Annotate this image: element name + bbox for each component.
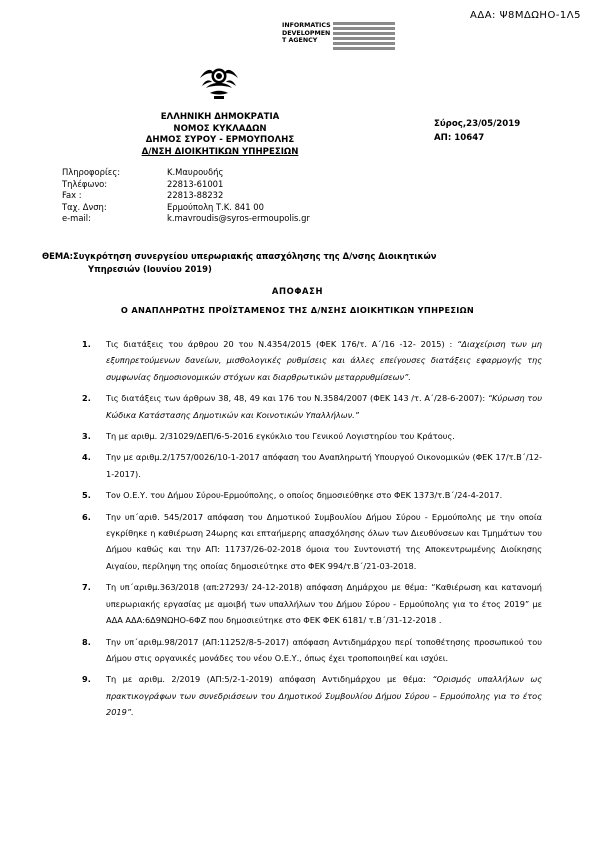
contact-row: Πληροφορίες: Κ.Μαυρουδής <box>62 167 224 177</box>
contact-row: Τηλέφωνο: 22813-61001 <box>62 178 224 189</box>
issuer-header <box>110 112 330 158</box>
list-item: 9. Τη με αριθμ. 2/2019 (ΑΠ:5/2-1-2019) απόφαση Αντιδημάρχου με θέμα: “Ορισμός υπαλλήλων ως πρακτικογράφων των συνεδριάσεων του Δημοτικού Συμβουλίου Δήμου Σύρου – Ερμούπολης για το έτος 2019”. <box>82 674 543 718</box>
list-item: 4. Την με αριθμ.2/1757/0026/10-1-2017 απόφαση του Αναπληρωτή Υπουργού Οικονομικών (ΦΕΚ 17/τ.Β΄/12-1-2017). <box>82 452 542 479</box>
list-item: 7. Τη υπ΄αριθμ.363/2018 (απ:27293/ 24-12-2018) απόφαση Δημάρχου με θέμα: “Καθιέρωση και κατανομή υπερωριακής εργασίας με αμοιβή των υπαλλήλων του Δήμου Σύρου - Ερμούπολης για το έτος 2019” με ΑΔΑ ΑΔΑ:6Δ9ΝΩΗΟ-6ΦΖ που δημοσιεύτηκε στο ΦΕΚ ΦΕΚ 6181/ τ.Β΄/31-12-2018 . <box>82 582 542 626</box>
considerations-list <box>82 336 542 726</box>
list-item: 5. Τον Ο.Ε.Υ. του Δήμου Σύρου-Ερμούπολης, ο οποίος δημοσιεύθηκε στο ΦΕΚ 1373/τ.Β΄/24-4-2017. <box>82 490 503 501</box>
list-item: 2. Τις διατάξεις των άρθρων 38, 48, 49 και 176 του Ν.3584/2007 (ΦΕΚ 143 /τ. Α΄/28-6-2007): “Κύρωση του Κώδικα Κατάστασης Δημοτικών και Κοινοτικών Υπαλλήλων.” <box>82 393 542 420</box>
decision-heading: ΑΠΟΦΑΣΗ <box>271 286 324 296</box>
contact-row: Ταχ. Δνση: Ερμούπολη Τ.Κ. 841 00 <box>62 201 264 212</box>
list-item: 8. Την υπ΄αριθμ.98/2017 (ΑΠ:11252/8-5-2017) απόφαση Αντιδημάρχου περί τοποθέτησης προσωπικού του Δήμου στις οργανικές μονάδες του νέου Ο.Ε.Υ., όπως έχει τροποποιηθεί και ισχύει. <box>82 636 542 663</box>
header-line-prefecture: ΝΟΜΟΣ ΚΥΚΛΑΔΩΝ <box>173 123 267 134</box>
subject-line <box>42 250 557 276</box>
contact-info <box>62 167 310 225</box>
protocol-number: ΑΠ: 10647 <box>434 132 485 143</box>
contact-row: e-mail: k.mavroudis@syros-ermoupolis.gr <box>62 213 310 224</box>
idg-line-3: T AGENCY <box>282 37 318 45</box>
list-item: 1. Τις διατάξεις του άρθρου 20 του Ν.4354/2015 (ΦΕΚ 176/τ. Α΄/16 -12- 2015) : “Διαχείριση των μη εξυπηρετούμενων δανείων, μισθολογικές ρυθμίσεις και άλλες επείγουσες διατάξεις εφαρμογής της συμφωνίας δημοσιονομικών στόχων και διαρθρωτικών μεταρρυθμίσεων”. <box>82 339 542 382</box>
ada-code: ΑΔΑ: Ψ8ΜΔΩΗΟ-1Λ5 <box>470 10 581 21</box>
document-date: Σύρος,23/05/2019 <box>434 119 521 129</box>
idg-logo-graphic <box>333 22 395 49</box>
list-item: 6. Την υπ΄αριθ. 545/2017 απόφαση του Δημοτικού Συμβουλίου Δήμου Σύρου - Ερμούπολης με την οποία εγκρίθηκε η καθιέρωση 24ωρης και επταήμερης απασχόλησης όλων των Διευθύνσεων και Τμημάτων του Δήμου καθώς και την ΑΠ: 11737/26-02-2018 όμοια του Συντονιστή της Αποκεντρωμένης Διοίκησης Αιγαίου, περίληψη της οποίας δημοσιεύτηκε στο ΦΕΚ 994/τ.Β΄/21-03-2018. <box>82 511 542 571</box>
idg-line-2: DEVELOPMEN <box>282 29 331 37</box>
subject-text-1: ΘΕΜΑ:Συγκρότηση συνεργείου υπερωριακής απασχόλησης της Δ/νσης Διοικητικών <box>42 251 437 261</box>
contact-row: Fax : 22813-88232 <box>62 190 224 201</box>
idg-line-1: INFORMATICS <box>282 22 331 29</box>
list-item: 3. Τη με αριθμ. 2/31029/ΔΕΠ/6-5-2016 εγκύκλιο του Γενικού Λογιστηρίου του Κράτους. <box>82 431 455 442</box>
subject-text-2: Υπηρεσιών (Ιουνίου 2019) <box>88 264 212 274</box>
idg-logo-text <box>282 22 331 45</box>
header-line-directorate: Δ/ΝΣΗ ΔΙΟΙΚΗΤΙΚΩΝ ΥΠΗΡΕΣΙΩΝ <box>141 146 299 157</box>
header-line-country: ΕΛΛΗΝΙΚΗ ΔΗΜΟΚΡΑΤΙΑ <box>160 112 280 122</box>
header-line-municipality: ΔΗΜΟΣ ΣΥΡΟΥ - ΕΡΜΟΥΠΟΛΗΣ <box>145 135 295 145</box>
date-protocol-block <box>434 118 520 145</box>
issuer-role-heading: Ο ΑΝΑΠΛΗΡΩΤΗΣ ΠΡΟΪΣΤΑΜΕΝΟΣ ΤΗΣ Δ/ΝΣΗΣ ΔΙΟΙΚΗΤΙΚΩΝ ΥΠΗΡΕΣΙΩΝ <box>120 305 475 315</box>
hellenic-republic-emblem-icon <box>196 60 242 104</box>
